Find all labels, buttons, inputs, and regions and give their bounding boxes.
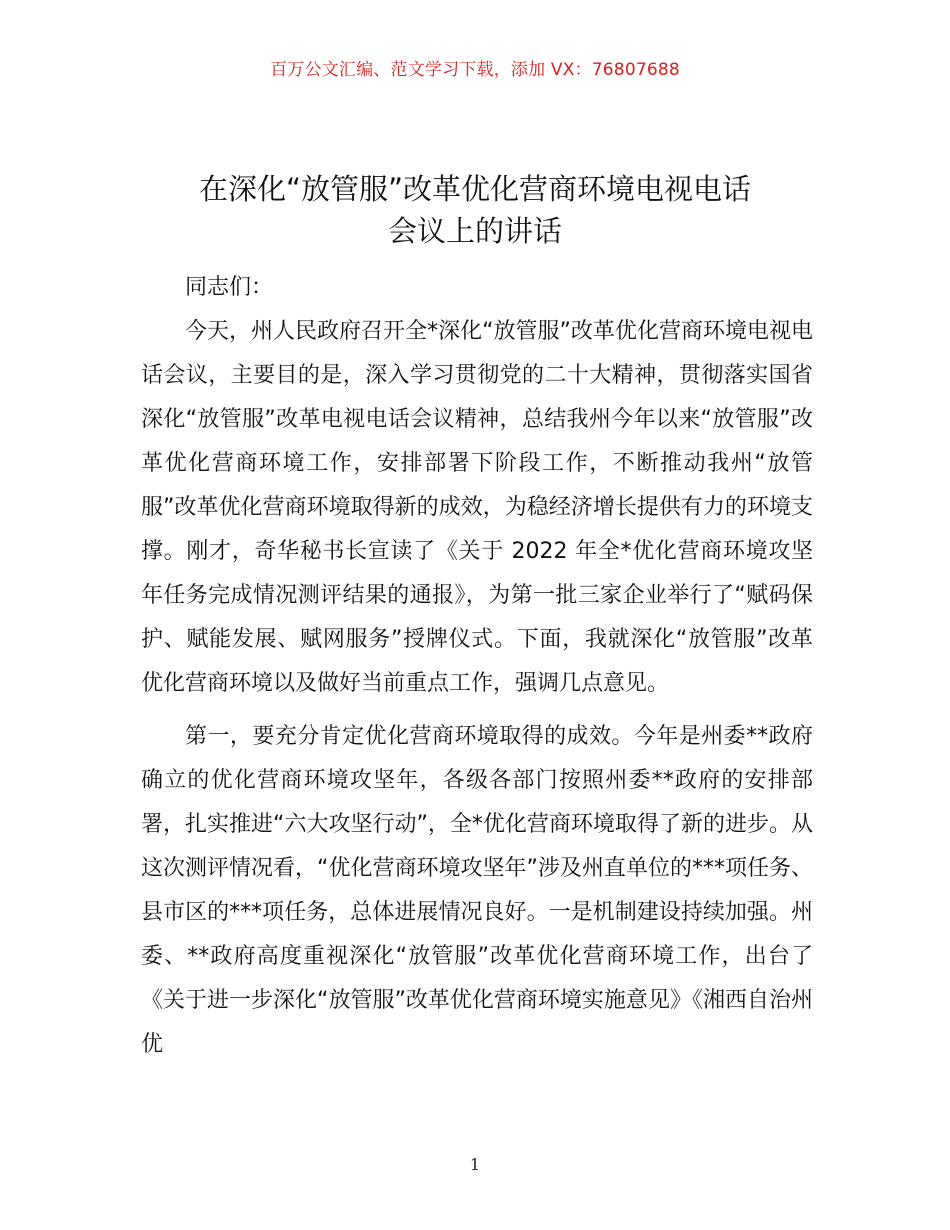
- document-body: [141, 266, 813, 1067]
- salutation: 同志们：: [185, 275, 274, 300]
- header-watermark-note: 百万公文汇编、范文学习下载，添加 VX：76807688: [270, 60, 680, 80]
- page-number: 1: [469, 1155, 481, 1174]
- paragraph-opening: 今天，州人民政府召开全*深化“放管服”改革优化营商环境电视电话会议，主要目的是，深入学习贯彻党的二十大精神，贯彻落实国省深化“放管服”改革电视电话会议精神，总结我州今年以来“放管服”改革优化营商环境工作，安排部署下阶段工作，不断推动我州“放管服”改革优化营商环境取得新的成效，为稳经济增长提供有力的环境支撑。刚才，奇华秘书长宣读了《关于 2022 年全*优化营商环境攻坚年任务完成情况测评结果的通报》，为第一批三家企业举行了“赋码保护、赋能发展、赋网服务”授牌仪式。下面，我就深化“放管服”改革优化营商环境以及做好当前重点工作，强调几点意见。: [141, 319, 813, 696]
- document-title: [120, 168, 830, 252]
- document-title-line-2: 会议上的讲话: [387, 214, 562, 248]
- document-title-line-1: 在深化“放管服”改革优化营商环境电视电话: [198, 172, 752, 206]
- paragraph-first-point: 第一，要充分肯定优化营商环境取得的成效。今年是州委**政府确立的优化营商环境攻坚年，各级各部门按照州委**政府的安排部署，扎实推进“六大攻坚行动”，全*优化营商环境取得了新的进步。从这次测评情况看，“优化营商环境攻坚年”涉及州直单位的***项任务、县市区的***项任务，总体进展情况良好。一是机制建设持续加强。州委、**政府高度重视深化“放管服”改革优化营商环境工作，出台了《关于进一步深化“放管服”改革优化营商环境实施意见》《湘西自治州优: [141, 724, 813, 1057]
